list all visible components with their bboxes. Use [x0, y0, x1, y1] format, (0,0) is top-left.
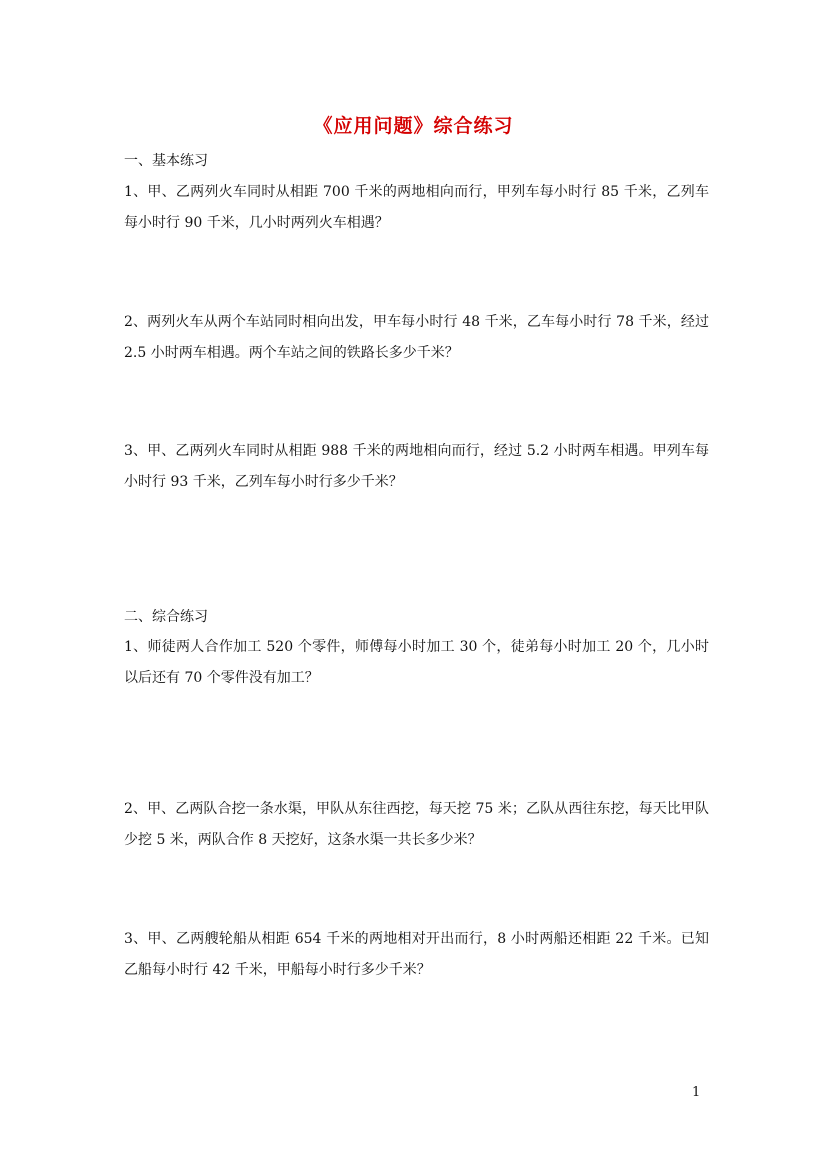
question-2-3: 3、甲、乙两艘轮船从相距 654 千米的两地相对开出而行，8 小时两船还相距 22 千米。已知乙船每小时行 42 千米，甲船每小时行多少千米？: [124, 931, 709, 978]
question-1-2: 2、两列火车从两个车站同时相向出发，甲车每小时行 48 千米，乙车每小时行 78 千米，经过 2.5 小时两车相遇。两个车站之间的铁路长多少千米？: [124, 314, 709, 361]
page-number: 1: [692, 1085, 701, 1100]
document-title: 《应用问题》综合练习: [313, 115, 514, 137]
question-2-1: 1、师徒两人合作加工 520 个零件，师傅每小时加工 30 个，徒弟每小时加工 20 个，几小时以后还有 70 个零件没有加工？: [124, 639, 709, 686]
question-2-2: 2、甲、乙两队合挖一条水渠，甲队从东往西挖，每天挖 75 米；乙队从西往东挖，每天比甲队少挖 5 米，两队合作 8 天挖好，这条水渠一共长多少米？: [124, 801, 709, 848]
section-heading-comprehensive: 二、综合练习: [124, 609, 208, 625]
question-1-3: 3、甲、乙两列火车同时从相距 988 千米的两地相向而行，经过 5.2 小时两车相遇。甲列车每小时行 93 千米，乙列车每小时行多少千米？: [124, 443, 709, 490]
section-heading-basic: 一、基本练习: [124, 153, 208, 169]
question-1-1: 1、甲、乙两列火车同时从相距 700 千米的两地相向而行，甲列车每小时行 85 千米，乙列车每小时行 90 千米，几小时两列火车相遇？: [124, 184, 709, 231]
